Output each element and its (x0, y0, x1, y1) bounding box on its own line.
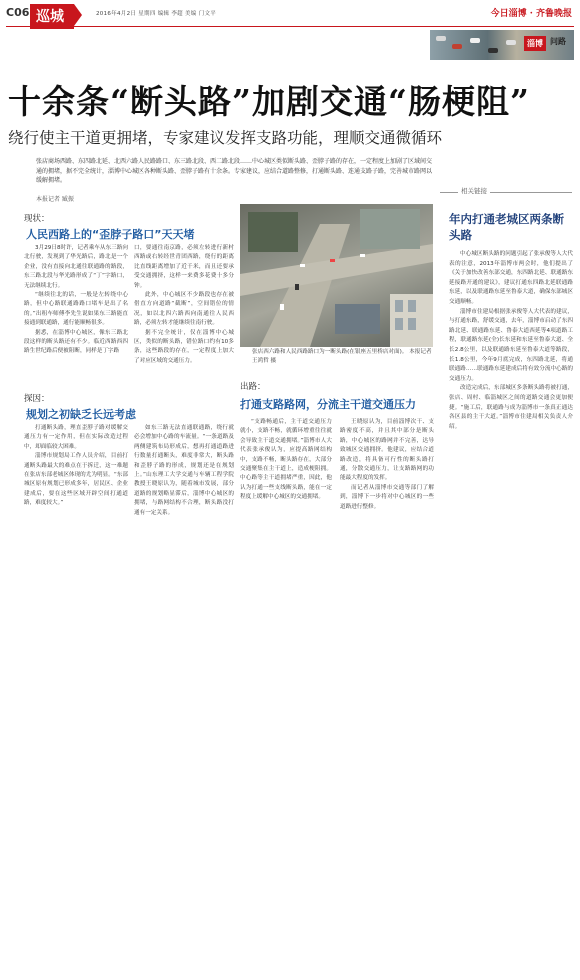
headline: 十余条“断头路”加剧交通“肠梗阻” (8, 82, 530, 121)
subheadline: 绕行使主干道更拥堵，专家建议发挥支路功能，理顺交通微循环 (8, 129, 443, 147)
section2-col2 (134, 424, 234, 518)
sidebar-title: 年内打通老城区两条断头路 (449, 212, 564, 242)
car-shape (506, 40, 516, 45)
section1-col1 (24, 244, 128, 357)
newspaper-brand: 今日淄博 · 齐鲁晚报 (490, 9, 572, 19)
lead-paragraph: 张店商场西路、东四路北延、北西六路人民路路口、东三路北段、西二路北段……中心城区类似断头路、歪脖子路的存在，一定程度上加剧了区域间交通的拥堵，据不完全统计，淄博中心城区各种断头路、歪脖子路有十余条。专家建议，应结合道路整修，打通断头路、连通支路子路，完善城市路网以缓解拥堵。 (36, 158, 433, 184)
paragraph: 王晓原认为，目前淄博次干、支路密度不高，并且其中部分是断头路，中心城区的路网并不完善，达导致城区交通拥挤。他建议，应结合道路改造，将具备可行性的断头路打通，分散交通压力，让支路路网的功能最大程度的发挥。 (340, 419, 434, 482)
section3-title: 打通支路路网，分流主干道交通压力 (240, 398, 416, 411)
sidebar-body (449, 250, 573, 432)
paragraph: 口，要通往南京路，必须左转进行新村西路或右转经世青团西路，绕行的距离比直线距离增加了近千米，而且还要承受交通拥挤，这样一来费多花费十多分钟。 (134, 245, 234, 289)
paragraph: 3月29日8时许，记者乘车从东三路向北行驶，发现到了华光路后，路北是一个企业，没有直接向北通往联通路的路段，东三路北段与华光路形成了“丁”字路口，无法继续北行。 (24, 245, 128, 289)
paragraph: 淄博市规划局工作人员介绍，目前打通断头路最大的难点在于拆迁，这一难题在张店东部老城区体现的尤为明显。“东部城区原有规划已形成多年，居民区、企业建成后，要在这些区域开辟空间打通道路，难度较大。” (24, 453, 128, 507)
car-shape (452, 44, 462, 49)
paragraph: 此外，中心城区不少路段也存在被借直方向道路“截断”，空间错位的情况，如以北四六路西向南通往人民西路，必须左转才能继续往南行驶。 (134, 292, 234, 327)
car-shape (436, 36, 446, 41)
intersection-aerial-icon (240, 204, 433, 347)
paragraph: 打通断头路，理直歪脖子路对缓解交通压力有一定作用，但在实际改造过程中，却面临较大困难。 (24, 425, 128, 450)
paragraph: 如东三路无法直通联通路，绕行就必会增加中心路的车流量。“一条道路及两侧建筑布局形成后，想再打通道路进行数量打通断头，难度非常大，断头路和歪脖子路的形成，规划还是在规划上。”山东理工大学交通与车辆工程学院教授王晓原认为，随着城市发展，部分道路的规划略显滞后，淄博中心城区的拥堵，与路网结构不合理，断头路没打通有一定关系。 (134, 425, 234, 516)
section1-col2 (134, 244, 234, 366)
section1-kicker: 现状： (24, 214, 50, 224)
section3-kicker: 出路： (240, 382, 266, 392)
byline: 本报记者 臧振 (36, 196, 74, 203)
section2-col1 (24, 424, 128, 509)
article-photo (240, 204, 433, 347)
header-rule (6, 26, 574, 27)
paragraph: “继续往北的话，一般是左转绕中心路，但中心路联通路路口堵车是出了名的。”出租车师傅李先生说如果东三路能直接通到联通路，通行能顺畅很多。 (24, 292, 128, 327)
sidebar-label: 相关链接 (458, 186, 490, 195)
photo-caption: 张店西六路和人民西路路口为一断头路(在银座五里桥店对面)。 本报记者 王鸿哲 摄 (252, 349, 432, 364)
car-shape (470, 38, 480, 43)
section2-title: 规划之初缺乏长远考虑 (26, 408, 136, 421)
section2-kicker: 探因： (24, 394, 50, 404)
paragraph: 淄博市住建局根据张承俊等人大代表的建议，与打通东路，舒缓交通，去年，淄博市启动了东四路北延、联通路东延、鲁泰大道西延等4项道路工程，联通路东延(全)长东延和东延至鲁泰大道、全长2.8公里，以及联通路东延至鲁泰大道等路段，长1.8公里，今年9月底完成，东四路北延，将通联通路……联通路东延建成后将有效分流中心路的交通压力。 (449, 308, 573, 382)
section3-col1 (240, 418, 332, 503)
banner-word: 问路 (550, 37, 566, 46)
paragraph: 改造完成后，东部城区多条断头路将被打通，张店、周村、临淄城区之间的道路交通会更加便捷。“施工后，联通路与成为淄博市一条真正通达各区县的主干大道。”淄博市住建局相关负责人介绍。 (449, 385, 573, 430)
banner-tag: 淄博 (524, 36, 546, 51)
paragraph: 而记者从淄博市交通等部门了解到，淄博下一步将对中心城区的一些道路进行整修。 (340, 484, 434, 510)
paragraph: 中心城区断头路的问题引起了张承俊等人大代表的注意，2013年淄博市两会时，他们提出了《关于加快改善东部交通，东四路北延、联通路东延接路开通的建议》，建议打通东四路北延联通路东延，以及联通路东延至鲁泰大道，确保东部城区交通顺畅。 (449, 251, 573, 305)
paragraph: “支路畅通后，主干道交通压力就小，支路不畅，就循环增重往往就会导致主干道交通拥堵。”淄博市人大代表张承俊认为，应提高路网结构中，支路不畅，断头路存在，大部分交通聚集在主干道上，造成梗阻拥。中心路等主干道拥堵严重，因此，他认为打通一些支线断头路，能在一定程度上缓解中心城区的交通拥堵。 (240, 419, 332, 501)
section1-title: 人民西路上的“歪脖子路口”天天堵 (26, 228, 195, 241)
paragraph: 据悉，在淄博中心城区，像东三路北段这样的断头路还有不少。临近西路西四路生世纪路后便被阻断，同样是丁字路 (24, 329, 128, 355)
section3-col2 (340, 418, 434, 512)
car-shape (488, 48, 498, 53)
paragraph: 据不完全统计，仅在淄博中心城区，类似的断头路，错位路口约有10多条，这些路段的存在，一定程度上加大了对应区域的交通压力。 (134, 329, 234, 364)
section-tag: 巡城 (30, 4, 74, 29)
page-number: C06 (6, 6, 30, 19)
header-meta: 2016年4月2日 星期四 编辑 李超 美编 门文平 (96, 11, 217, 17)
